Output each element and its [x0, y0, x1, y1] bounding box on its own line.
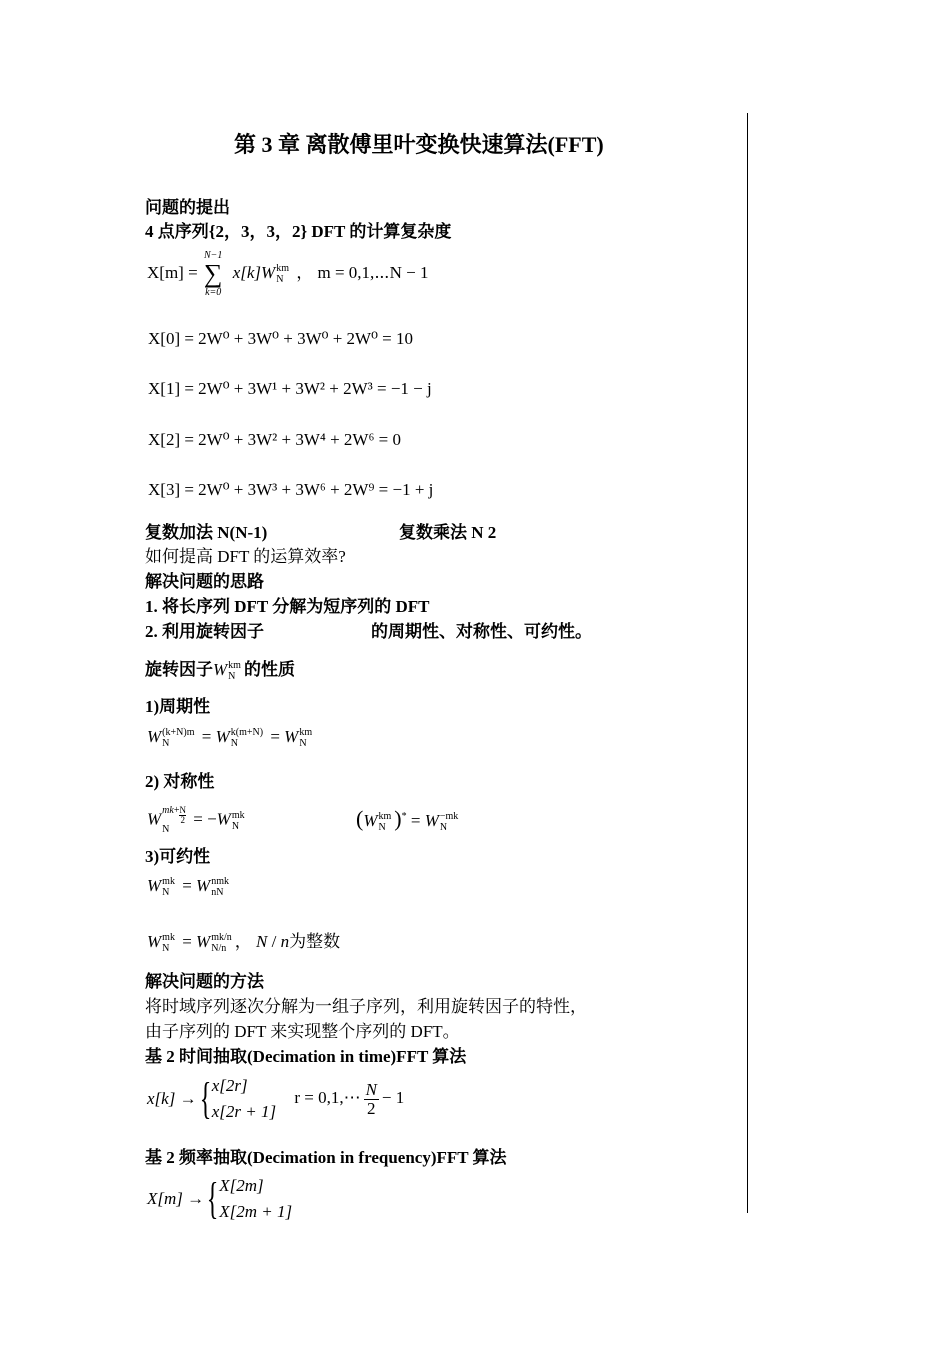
method-line-1: 将时域序列逐次分解为一组子序列，利用旋转因子的特性， — [145, 997, 587, 1016]
equation-x3: X[3] = 2W⁰ + 3W³ + 3W⁶ + 2W⁹ = −1 + j — [148, 480, 434, 499]
equation-x1: X[1] = 2W⁰ + 3W¹ + 3W² + 2W³ = −1 − j — [148, 379, 432, 398]
dit-lhs: x[k] → — [147, 1089, 197, 1108]
complex-addition-count: 复数加法 N(N-1) — [145, 523, 268, 542]
section-heading-problem: 问题的提出 — [145, 198, 230, 217]
symmetry-equation-1: W mk+ $\frac{N}{2}$ N = −W mk N — [147, 805, 245, 835]
eq-term: x[k]W — [232, 262, 276, 282]
term-sup: km — [276, 263, 289, 274]
dit-range: r = 0,1,⋯ — [294, 1087, 361, 1107]
summation-symbol: N−1 ∑ k=0 — [203, 250, 223, 298]
term-sub: N — [276, 274, 284, 285]
efficiency-question: 如何提高 DFT 的运算效率? — [145, 547, 346, 566]
dif-fft-heading: 基 2 频率抽取(Decimation in frequency)FFT 算法 — [145, 1148, 507, 1167]
symmetry-equation-2: (W km N )* = W −mk N — [356, 806, 459, 834]
margin-rule — [747, 113, 748, 1213]
dif-case-odd: X[2m + 1] — [219, 1202, 293, 1221]
reducibility-equation-2: W mk N = W mk/n N/n ， N / n为整数 — [147, 932, 341, 955]
approach-item-2-start: 2. 利用旋转因子 — [145, 622, 264, 641]
sum-upper-limit: N−1 — [203, 250, 223, 261]
twiddle-properties-heading: 旋转因子W km N 的性质 — [145, 660, 295, 683]
equation-x2: X[2] = 2W⁰ + 3W² + 3W⁴ + 2W⁶ = 0 — [148, 430, 401, 449]
section-heading-approach: 解决问题的思路 — [145, 572, 264, 591]
eq-tail: ， m = 0,1,⋯N − 1 — [296, 262, 429, 282]
dif-lhs: X[m] → — [147, 1189, 205, 1208]
property-symmetry: 2) 对称性 — [145, 772, 215, 791]
approach-item-1: 1. 将长序列 DFT 分解为短序列的 DFT — [145, 597, 430, 616]
method-line-2: 由子序列的 DFT 来实现整个序列的 DFT。 — [145, 1022, 460, 1041]
sum-lower-limit: k=0 — [205, 287, 222, 298]
equation-x0: X[0] = 2W⁰ + 3W⁰ + 3W⁰ + 2W⁰ = 10 — [148, 329, 413, 348]
page-title: 第 3 章 离散傅里叶变换快速算法(FFT) — [234, 132, 604, 157]
dit-fft-heading: 基 2 时间抽取(Decimation in time)FFT 算法 — [145, 1047, 467, 1066]
eq-lhs: X[m] = — [147, 262, 198, 282]
dit-fraction: $\frac{N}{2}$ — [365, 1079, 377, 1118]
section-subheading-complexity: 4 点序列{2，3，3，2} DFT 的计算复杂度 — [145, 222, 452, 241]
reducibility-equation-1: W mk N = W nmk nN — [147, 876, 229, 899]
complex-multiplication-count: 复数乘法 N 2 — [399, 523, 497, 542]
dif-decomposition-equation: X[m] → { X[2m] X[2m + 1] — [147, 1174, 293, 1223]
dit-decomposition-equation: x[k] → { x[2r] x[2r + 1] r = 0,1,⋯ $\frac{N}{2}$ − 1 — [147, 1074, 405, 1123]
dit-case-even: x[2r] — [211, 1076, 248, 1095]
property-reducibility: 3)可约性 — [145, 847, 211, 866]
periodicity-equation: W (k+N)m N = W k(m+N) N = W km N — [147, 727, 313, 750]
dft-definition-equation — [147, 250, 428, 298]
property-periodicity: 1)周期性 — [145, 697, 211, 716]
dit-case-odd: x[2r + 1] — [211, 1102, 277, 1121]
dit-range-tail: − 1 — [381, 1087, 405, 1107]
approach-item-2-end: 的周期性、对称性、可约性。 — [371, 622, 592, 641]
dif-case-even: X[2m] — [219, 1176, 264, 1195]
section-heading-method: 解决问题的方法 — [145, 972, 264, 991]
